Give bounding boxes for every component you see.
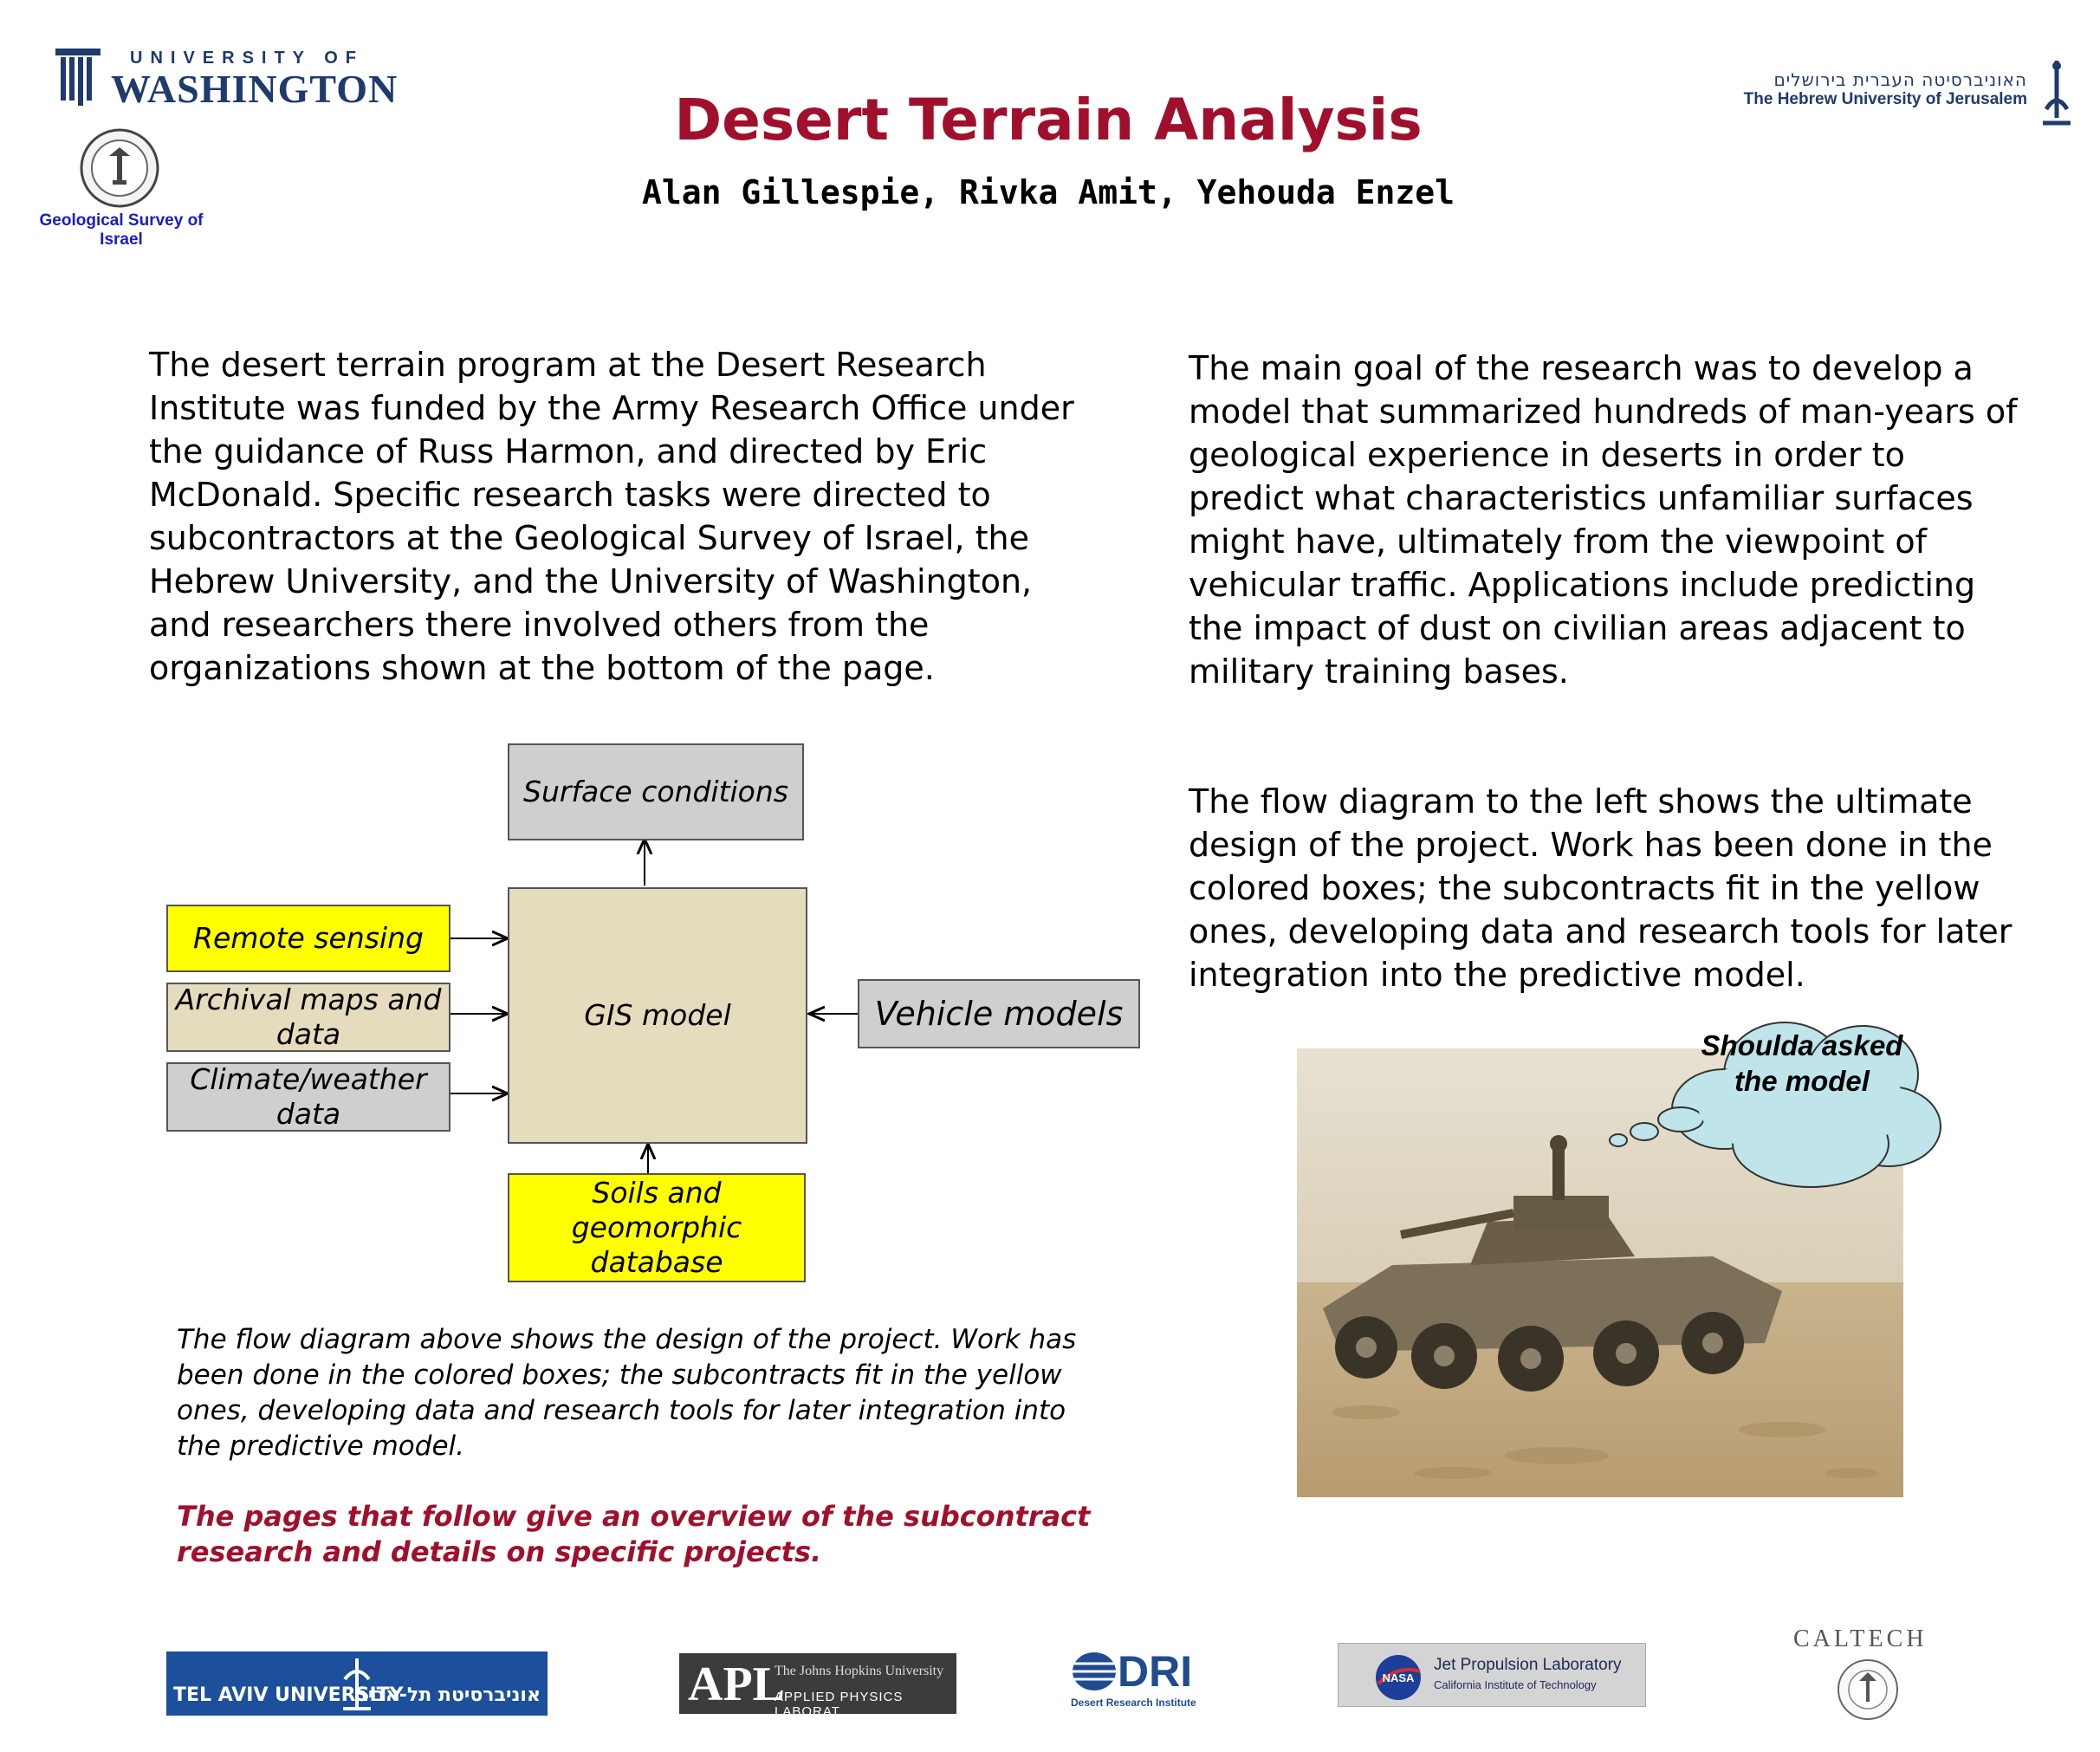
gsi-label: Geological Survey of Israel	[39, 211, 204, 249]
jpl-name: Jet Propulsion Laboratory	[1434, 1656, 1622, 1674]
authors: Alan Gillespie, Rivka Amit, Yehouda Enzel	[642, 173, 1455, 211]
nasa-meatball-icon	[1375, 1654, 1422, 1701]
dri-logo	[1071, 1646, 1196, 1716]
jpl-subtitle: California Institute of Technology	[1434, 1678, 1597, 1691]
uw-small-text: UNIVERSITY OF	[130, 49, 364, 68]
uw-big-text: WASHINGTON	[111, 67, 399, 111]
huji-hebrew-name: האוניברסיטה העברית בירושלים	[1773, 69, 2027, 90]
caltech-wordmark: CALTECH	[1793, 1625, 1928, 1652]
box-gis-model: GIS model	[508, 887, 807, 1144]
apl-letters: APL	[688, 1658, 785, 1711]
apl-logo	[679, 1653, 956, 1719]
box-soils-database: Soils and geomorphic database	[508, 1173, 806, 1282]
box-climate-weather: Climate/weather data	[166, 1062, 450, 1132]
dri-letters: DRI	[1118, 1647, 1193, 1696]
apl-university: The Johns Hopkins University	[775, 1664, 944, 1678]
page-title: Desert Terrain Analysis	[674, 87, 1423, 153]
flow-paragraph-right: The flow diagram to the left shows the ultimate design of the project. Work has been done in the colored boxes; the subcontracts fit in the yellow ones, developing data and research tools for later integration into the predictive model.	[1189, 782, 2012, 994]
thought-bubble-text: Shoulda asked the model	[1701, 1029, 1903, 1097]
apl-lab: APPLIED PHYSICS LABORAT	[775, 1690, 904, 1719]
diagram-caption: The flow diagram above shows the design of the project. Work has been done in the colored boxes; the subcontracts fit in the yellow ones, developing data and research tools for later integration into the predictive model.	[177, 1324, 1077, 1462]
followup-note: The pages that follow give an overview of the subcontract research and details on specific projects.	[177, 1500, 1091, 1568]
box-vehicle-models: Vehicle models	[858, 979, 1140, 1048]
tau-hebrew: אוניברסיטת תל-אביב	[356, 1684, 541, 1706]
caltech-seal-icon	[1835, 1657, 1901, 1723]
box-surface-conditions: Surface conditions	[508, 743, 804, 840]
tau-english: TEL AVIV UNIVERSITY	[173, 1684, 404, 1706]
globe-icon	[1071, 1650, 1118, 1693]
intro-paragraph-right: The main goal of the research was to develop a model that summarized hundreds of man-years of geological experience in deserts in order to predict what characteristics unfamiliar surfaces might have, ultimately from the viewpoint of vehicular traffic. Applications include predicting the impact of dust on civilian areas adjacent to military training bases.	[1189, 349, 2018, 691]
tel-aviv-university-logo	[166, 1651, 548, 1716]
nasa-text: NASA	[1382, 1671, 1415, 1684]
huji-english-name: The Hebrew University of Jerusalem	[1743, 90, 2027, 108]
box-remote-sensing: Remote sensing	[166, 905, 450, 972]
box-archival-maps: Archival maps and data	[166, 983, 450, 1052]
dri-name: Desert Research Institute	[1071, 1697, 1196, 1709]
intro-paragraph-left: The desert terrain program at the Desert Research Institute was funded by the Army Research Office under the guidance of Russ Harmon, and directed by Eric McDonald. Specific research tasks were directed to subcontractors at the Geological Survey of Israel, the Hebrew University, and the University of Washington, and researchers there involved others from the organizations shown at the bottom of the page.	[149, 346, 1074, 687]
jpl-logo	[1338, 1643, 1646, 1707]
